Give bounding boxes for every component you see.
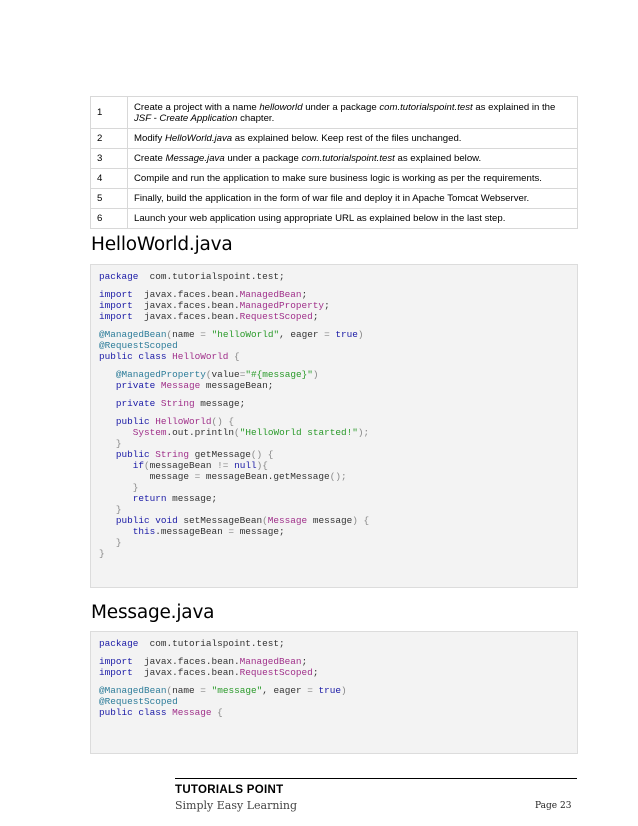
code-line: private String message; xyxy=(99,398,246,409)
step-row xyxy=(91,209,578,229)
code-line: } xyxy=(99,548,105,559)
code-line: } xyxy=(99,482,139,493)
code-line: @RequestScoped xyxy=(99,696,178,707)
step-row xyxy=(91,97,578,129)
footer-tagline: Simply Easy Learning xyxy=(175,799,298,812)
step-description: Create a project with a name helloworld under a package com.tutorialspoint.test as explained in the JSF - Create Application chapter. xyxy=(128,97,578,129)
code-line: import javax.faces.bean.ManagedBean; xyxy=(99,656,308,667)
code-line xyxy=(99,362,569,369)
step-number: 3 xyxy=(91,149,128,169)
step-number: 1 xyxy=(91,97,128,129)
step-number: 4 xyxy=(91,169,128,189)
step-description: Finally, build the application in the form of war file and deploy it in Apache Tomcat Webserver. xyxy=(128,189,578,209)
step-number: 6 xyxy=(91,209,128,229)
code-line: import javax.faces.bean.RequestScoped; xyxy=(99,667,319,678)
code-line: public class Message { xyxy=(99,707,223,718)
code-line: import javax.faces.bean.ManagedProperty; xyxy=(99,300,330,311)
step-number: 2 xyxy=(91,129,128,149)
code-line: package com.tutorialspoint.test; xyxy=(99,271,285,282)
step-description: Create Message.java under a package com.tutorialspoint.test as explained below. xyxy=(128,149,578,169)
code-line: } xyxy=(99,438,122,449)
step-row xyxy=(91,169,578,189)
code-line: public void setMessageBean(Message message) { xyxy=(99,515,370,526)
steps-table xyxy=(90,96,578,229)
code-line: import javax.faces.bean.ManagedBean; xyxy=(99,289,308,300)
footer-divider xyxy=(175,778,577,779)
code-line xyxy=(99,649,569,656)
code-line: if(messageBean != null){ xyxy=(99,460,268,471)
step-row xyxy=(91,189,578,209)
footer-brand: TUTORIALS POINT xyxy=(175,784,284,796)
code-line xyxy=(99,322,569,329)
step-description: Compile and run the application to make sure business logic is working as per the requirements. xyxy=(128,169,578,189)
code-line: import javax.faces.bean.RequestScoped; xyxy=(99,311,319,322)
code-line: package com.tutorialspoint.test; xyxy=(99,638,285,649)
code-block-helloworld xyxy=(90,264,578,588)
page-number: Page 23 xyxy=(535,801,572,811)
code-line: @ManagedBean(name = "helloWorld", eager = true) xyxy=(99,329,364,340)
code-line: System.out.println("HelloWorld started!"); xyxy=(132,427,370,438)
code-line: message = messageBean.getMessage(); xyxy=(99,471,347,482)
code-line: private Message messageBean; xyxy=(99,380,274,391)
code-line: } xyxy=(99,537,122,548)
step-description: Launch your web application using appropriate URL as explained below in the last step. xyxy=(128,209,578,229)
code-line xyxy=(99,409,569,416)
code-line: this.messageBean = message; xyxy=(99,526,285,537)
code-line: public HelloWorld() { xyxy=(99,416,235,427)
code-line: public String getMessage() { xyxy=(99,449,274,460)
code-line xyxy=(99,678,569,685)
code-line: @ManagedBean(name = "message", eager = true) xyxy=(99,685,347,696)
code-line: public class HelloWorld { xyxy=(99,351,240,362)
step-number: 5 xyxy=(91,189,128,209)
code-line: @RequestScoped xyxy=(99,340,178,351)
step-row xyxy=(91,129,578,149)
code-line: } xyxy=(99,504,122,515)
code-line xyxy=(99,391,569,398)
heading-message-java: Message.java xyxy=(91,602,215,623)
code-line: return message; xyxy=(99,493,218,504)
step-description: Modify HelloWorld.java as explained below. Keep rest of the files unchanged. xyxy=(128,129,578,149)
heading-helloworld-java: HelloWorld.java xyxy=(91,234,233,255)
code-block-message xyxy=(90,631,578,754)
code-line: @ManagedProperty(value="#{message}") xyxy=(115,369,319,380)
code-line xyxy=(99,282,569,289)
step-row xyxy=(91,149,578,169)
